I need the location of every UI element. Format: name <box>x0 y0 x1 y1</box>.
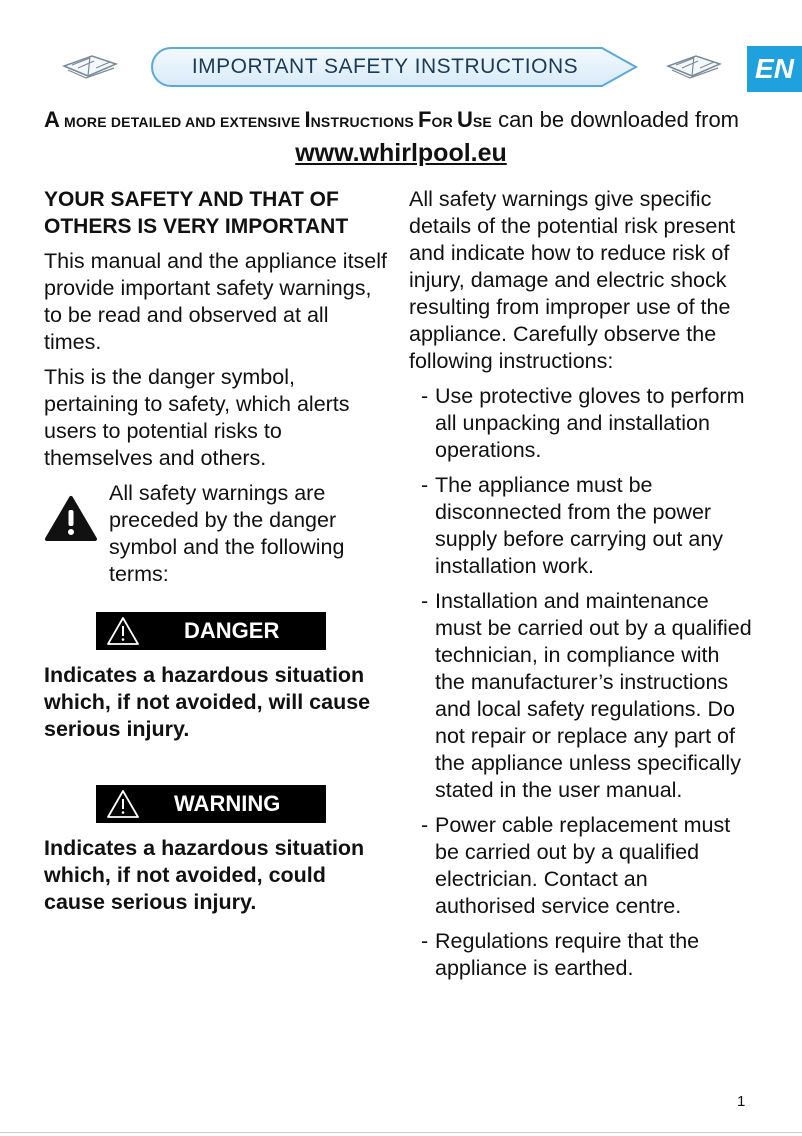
page-number: 1 <box>737 1093 746 1110</box>
warning-description: Indicates a hazardous situation which, if not avoided, could cause serious injury. <box>44 836 365 914</box>
manual-paragraph: This manual and the appliance itself provide important safety warnings, to be read and observed at all times. <box>44 249 388 354</box>
danger-triangle-icon <box>44 495 98 543</box>
right-column <box>409 186 754 990</box>
symbol-description: All safety warnings are preceded by the danger symbol and the following terms: <box>109 481 345 586</box>
danger-label: DANGER <box>96 612 326 650</box>
warnings-intro: All safety warnings give specific details of the potential risk present and indicate how to reduce risk of injury, damage and electric shock resulting from improper use of the appliance. Carefully observe the following instructions: <box>409 187 736 373</box>
open-book-icon <box>662 46 726 88</box>
danger-symbol-paragraph: This is the danger symbol, pertaining to safety, which alerts users to potential risks to themselves and others. <box>44 365 350 470</box>
download-note: A MORE DETAILED AND EXTENSIVE INSTRUCTIONS FOR USE can be downloaded from <box>44 107 740 132</box>
language-badge: EN <box>747 46 802 92</box>
danger-symbol-row <box>44 480 389 598</box>
banner-title: IMPORTANT SAFETY INSTRUCTIONS <box>191 55 579 78</box>
list-item: - Power cable replacement must be carried out by a qualified electrician. Contact an authorised service centre. <box>421 813 731 918</box>
list-item: - Installation and maintenance must be carried out by a qualified technician, in compliance with the manufacturer’s instructions and local safety regulations. Do not repair or replace any part of the appliance unless specifically stated in the user manual. <box>421 589 752 802</box>
left-column <box>44 186 389 916</box>
safety-heading: YOUR SAFETY AND THAT OF OTHERS IS VERY IMPORTANT <box>44 188 349 238</box>
website-link[interactable]: www.whirlpool.eu <box>295 139 507 167</box>
instruction-list <box>409 383 754 982</box>
warning-label: WARNING <box>96 785 326 823</box>
list-item: - The appliance must be disconnected from the power supply before carrying out any installation work. <box>421 473 724 578</box>
danger-description: Indicates a hazardous situation which, if not avoided, will cause serious injury. <box>44 663 371 741</box>
open-book-icon <box>58 46 122 88</box>
bottom-rule <box>0 1132 802 1133</box>
list-item: - Regulations require that the appliance is earthed. <box>421 929 700 980</box>
list-item: - Use protective gloves to perform all unpacking and installation operations. <box>421 384 745 462</box>
